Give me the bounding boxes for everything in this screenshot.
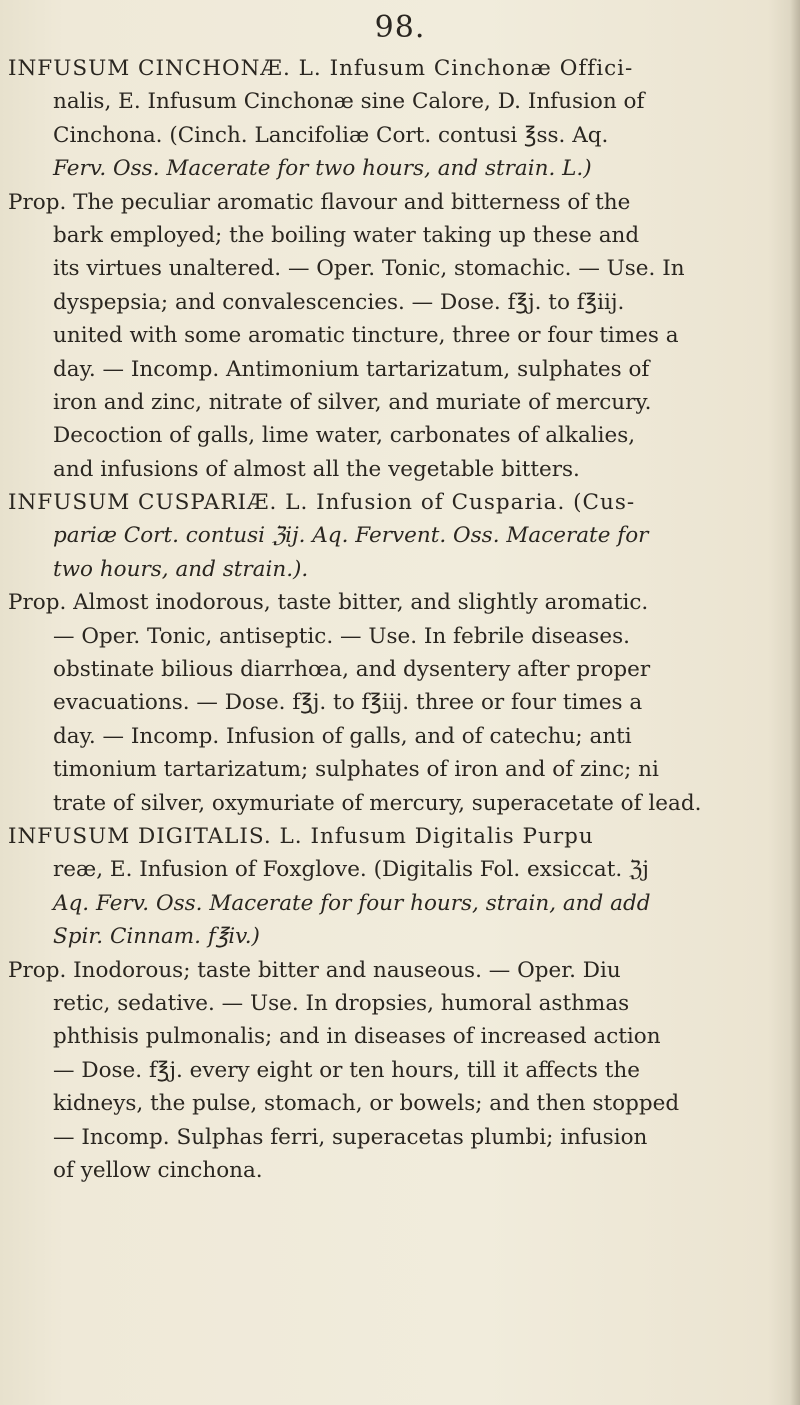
text-line: reæ, E. Infusion of Foxglove. (Digitalis Fol. exsiccat. ℨj xyxy=(53,857,649,883)
text-line: — Incomp. Sulphas ferri, superacetas plumbi; infusion xyxy=(53,1124,648,1150)
text-line: INFUSUM DIGITALIS. L. Infusum Digitalis Purpu xyxy=(8,823,594,849)
text-line: dyspepsia; and convalescencies. — Dose. f℥j. to f℥iij. xyxy=(53,289,625,315)
text-line: bark employed; the boiling water taking up these and xyxy=(53,222,640,248)
text-line: Prop. Inodorous; taste bitter and nauseous. — Oper. Diu xyxy=(8,957,621,983)
page-body xyxy=(8,52,793,1187)
text-line: pariæ Cort. contusi ℨij. Aq. Fervent. Oss. Macerate for xyxy=(53,523,649,549)
text-line: trate of silver, oxymuriate of mercury, superacetate of lead. xyxy=(53,790,702,816)
text-line: united with some aromatic tincture, three or four times a xyxy=(53,323,679,349)
text-line: Decoction of galls, lime water, carbonates of alkalies, xyxy=(53,423,636,449)
text-line: — Dose. f℥j. every eight or ten hours, till it affects the xyxy=(53,1057,640,1083)
text-line: Cinchona. (Cinch. Lancifoliæ Cort. contusi ℥ss. Aq. xyxy=(53,122,609,148)
text-line: day. — Incomp. Antimonium tartarizatum, sulphates of xyxy=(53,356,650,382)
text-line: kidneys, the pulse, stomach, or bowels; and then stopped xyxy=(53,1091,680,1117)
text-line: phthisis pulmonalis; and in diseases of increased action xyxy=(53,1024,661,1050)
text-line: Aq. Ferv. Oss. Macerate for four hours, strain, and add xyxy=(53,890,651,916)
text-line: retic, sedative. — Use. In dropsies, humoral asthmas xyxy=(53,990,630,1016)
text-line: obstinate bilious diarrhœa, and dysentery after proper xyxy=(53,657,651,683)
text-line: its virtues unaltered. — Oper. Tonic, stomachic. — Use. In xyxy=(53,256,685,282)
text-line: Ferv. Oss. Macerate for two hours, and strain. L.) xyxy=(53,156,592,182)
text-line: nalis, E. Infusum Cinchonæ sine Calore, D. Infusion of xyxy=(53,89,645,115)
text-line: day. — Incomp. Infusion of galls, and of catechu; anti xyxy=(53,723,632,749)
text-line: and infusions of almost all the vegetable bitters. xyxy=(53,456,580,482)
text-line: INFUSUM CUSPARIÆ. L. Infusion of Cusparia. (Cus- xyxy=(8,490,636,516)
text-line: Prop. The peculiar aromatic flavour and bitterness of the xyxy=(8,189,631,215)
text-line: of yellow cinchona. xyxy=(53,1157,263,1183)
text-line: iron and zinc, nitrate of silver, and muriate of mercury. xyxy=(53,389,652,415)
text-line: Spir. Cinnam. f℥iv.) xyxy=(53,924,260,950)
text-line: Prop. Almost inodorous, taste bitter, and slightly aromatic. xyxy=(8,590,649,616)
text-line: timonium tartarizatum; sulphates of iron and of zinc; ni xyxy=(53,757,659,783)
page-number: 98. xyxy=(374,10,426,45)
text-line: two hours, and strain.). xyxy=(53,556,309,582)
text-line: — Oper. Tonic, antiseptic. — Use. In febrile diseases. xyxy=(53,623,630,649)
text-line: evacuations. — Dose. f℥j. to f℥iij. three or four times a xyxy=(53,690,643,716)
text-line: INFUSUM CINCHONÆ. L. Infusum Cinchonæ Offici- xyxy=(8,56,634,81)
